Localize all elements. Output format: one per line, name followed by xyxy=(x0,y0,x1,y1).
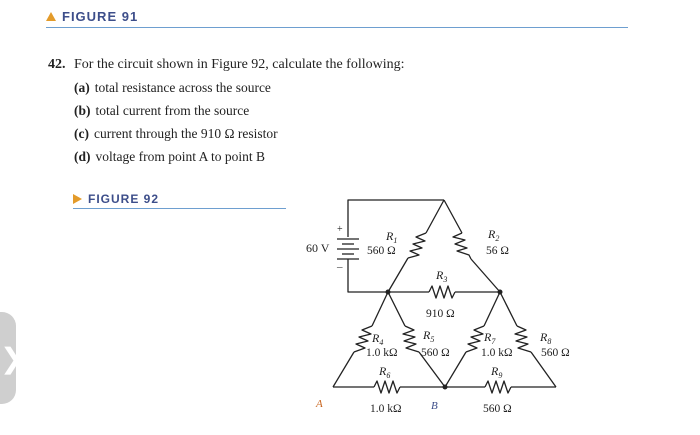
r5-label: $R_5$ xyxy=(423,328,435,344)
r3-value: 910 Ω xyxy=(426,308,455,320)
question-number: 42. xyxy=(48,57,66,72)
part-text: total resistance across the source xyxy=(94,80,271,95)
r9-value: 560 Ω xyxy=(483,403,512,415)
part-letter: (d) xyxy=(74,149,91,164)
battery-symbol xyxy=(337,239,359,262)
source-voltage: 60 V xyxy=(306,241,330,255)
r2-value: 56 Ω xyxy=(486,245,509,257)
r8-value: 560 Ω xyxy=(541,347,570,359)
point-b-label: B xyxy=(431,400,438,412)
point-a-label: A xyxy=(316,398,323,410)
resistor-r6 xyxy=(374,381,400,393)
r2-label: $R_2$ xyxy=(488,227,500,243)
resistor-r8 xyxy=(515,326,531,352)
resistor-r1 xyxy=(408,233,426,258)
r7-value: 1.0 kΩ xyxy=(481,347,513,359)
r9-label: $R_9$ xyxy=(491,364,503,380)
node xyxy=(443,385,448,390)
part-letter: (b) xyxy=(74,103,91,118)
r4-label: $R_4$ xyxy=(372,331,384,347)
r1-label: $R_1$ xyxy=(386,229,398,245)
r5-value: 560 Ω xyxy=(421,347,450,359)
node xyxy=(498,290,503,295)
figure-92-label: FIGURE 92 xyxy=(88,192,160,206)
chevron-right-icon: ❯ xyxy=(0,342,24,375)
r8-label: $R_8$ xyxy=(540,330,552,346)
figure-91-label: FIGURE 91 xyxy=(62,9,139,24)
part-text: total current from the source xyxy=(95,103,250,118)
resistor-r9 xyxy=(485,381,511,393)
r4-value: 1.0 kΩ xyxy=(366,347,398,359)
r6-label: $R_6$ xyxy=(379,364,391,380)
source-minus: – xyxy=(337,261,343,273)
r1-value: 560 Ω xyxy=(367,245,396,257)
node xyxy=(386,290,391,295)
wire xyxy=(348,200,444,237)
resistor-r5 xyxy=(403,326,419,352)
wire xyxy=(348,262,388,292)
r6-value: 1.0 kΩ xyxy=(370,403,402,415)
part-text: voltage from point A to point B xyxy=(95,149,265,164)
question-text: For the circuit shown in Figure 92, calculate the following: xyxy=(74,57,405,72)
resistor-r2 xyxy=(453,233,471,259)
part-letter: (a) xyxy=(74,80,90,95)
part-text: current through the 910 Ω resistor xyxy=(93,126,278,141)
r3-label: $R_3$ xyxy=(436,268,448,284)
part-letter: (c) xyxy=(74,126,89,141)
source-plus: + xyxy=(337,224,343,235)
r7-label: $R_7$ xyxy=(484,330,496,346)
resistor-r3 xyxy=(429,286,455,298)
